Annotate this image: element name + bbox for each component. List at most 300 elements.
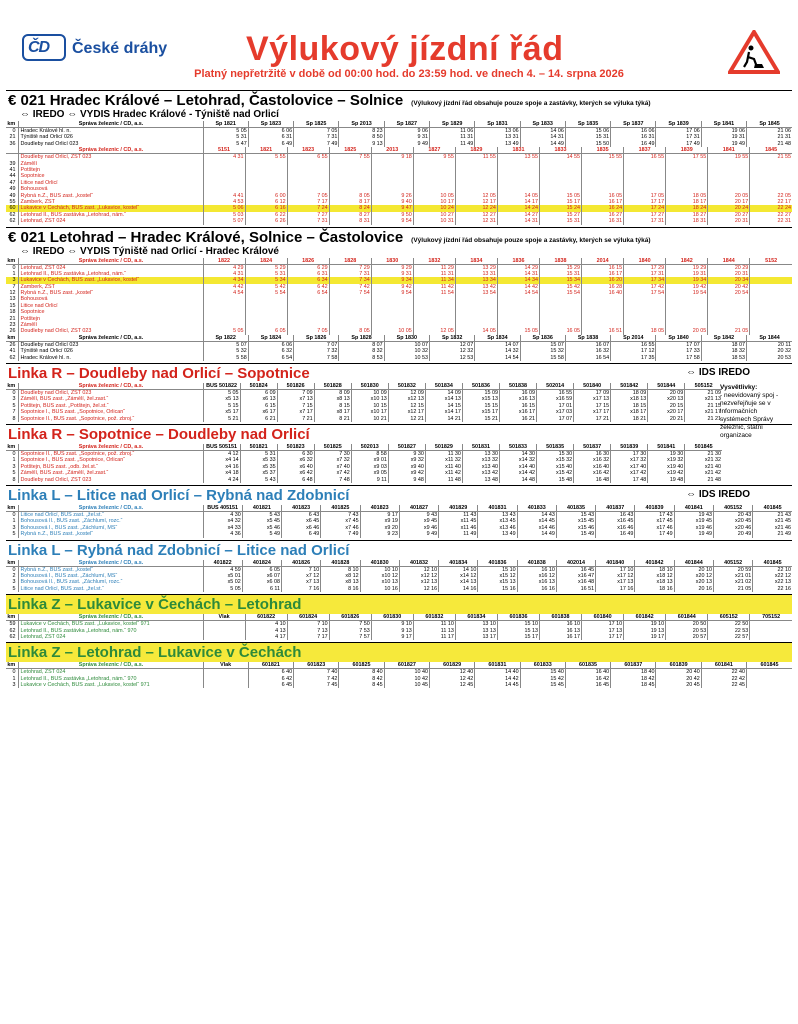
section-title: Linka R – Doudleby nad Orlicí – Sopotnice: [8, 365, 310, 382]
station-name: Sopotnice I., BUS zast. „Sopotnice, Orlican“: [18, 457, 203, 463]
time-cell: x16 17: [500, 409, 537, 415]
time-cell: 14 32: [475, 348, 520, 354]
time-cell: x16 42: [574, 470, 611, 476]
time-cell: 7 40: [294, 669, 339, 676]
time-cell: 20 24: [708, 205, 750, 211]
time-cell: 15 55: [582, 154, 624, 161]
time-cell: x21 42: [685, 470, 722, 476]
time-cell: x10 12: [360, 573, 399, 579]
train-number: Sp 1827: [384, 121, 429, 128]
train-number: 501828: [314, 383, 351, 390]
time-cell: x7 46: [321, 525, 360, 531]
station-name: Hradec Králové hl. n.: [18, 128, 203, 135]
time-cell: 12 17: [455, 199, 497, 205]
time-cell: 20 17: [708, 199, 750, 205]
time-cell: 9 30: [388, 451, 425, 458]
km-cell: 62: [9, 211, 16, 218]
train-number: Sp 1845: [747, 121, 792, 128]
time-cell: 16 20: [582, 277, 624, 283]
time-cell: 12 31: [455, 218, 497, 224]
time-cell: 9 55: [413, 154, 455, 161]
time-cell: 7 24: [287, 205, 329, 211]
time-cell: 20 29: [708, 264, 750, 271]
train-number: 1836: [497, 258, 539, 265]
km-header: [6, 147, 18, 154]
table-header-row: [6, 258, 792, 265]
time-cell: x5 37: [240, 470, 277, 476]
time-cell: 17 24: [624, 205, 666, 211]
time-cell: 20 31: [708, 218, 750, 224]
time-cell: 7 54: [329, 290, 371, 296]
time-cell: 14 31: [520, 134, 565, 140]
time-cell: 11 30: [425, 451, 462, 458]
time-cell: 6 15: [240, 403, 277, 409]
table-header-row: [6, 560, 792, 567]
station-name: Bohousová: [18, 186, 203, 192]
time-cell: 7 17: [287, 199, 329, 205]
train-number: Sp 2014: [611, 335, 656, 342]
time-cell: 8 45: [339, 682, 384, 688]
km-cell: 41: [9, 166, 16, 173]
train-number: 401836: [478, 560, 517, 567]
table-row: [6, 586, 792, 592]
time-cell: 17 15: [574, 403, 611, 409]
operator-header: Správa železnic / ČD, a.s.: [18, 444, 203, 451]
train-number: 401833: [517, 505, 556, 512]
train-number: Sp 1838: [565, 335, 610, 342]
time-cell: 12 15: [388, 403, 425, 409]
time-cell: 5 05: [203, 390, 240, 397]
time-cell: x7 13: [277, 396, 314, 402]
time-cell: x9 05: [351, 470, 388, 476]
timetable-s2-replacement: [6, 258, 792, 335]
time-cell: 17 10: [582, 621, 624, 628]
train-number: 401824: [242, 560, 281, 567]
time-cell: 16 17: [540, 634, 582, 640]
section-linka-l-1: [6, 485, 792, 538]
train-number: 401827: [399, 505, 438, 512]
time-cell: 14 24: [497, 205, 539, 211]
section-021-hk-letohrad: [6, 90, 792, 225]
station-name: Zámělí: [18, 322, 203, 328]
train-number: 401830: [360, 560, 399, 567]
train-number: 601831: [475, 662, 520, 669]
km-cell: 0: [6, 512, 18, 519]
time-cell: 13 49: [478, 531, 517, 537]
station-name: Potštejn: [18, 167, 203, 173]
time-cell: x15 13: [462, 396, 499, 402]
time-cell: 16 05: [582, 193, 624, 199]
time-cell: 9 26: [371, 193, 413, 199]
time-cell: 9 54: [371, 218, 413, 224]
station-name: Letohrad, ŽST 024: [18, 634, 203, 640]
train-number: 401837: [596, 505, 635, 512]
station-name: Potštejn, BUS zast. „Potštejn, žel.st.“: [18, 403, 203, 409]
km-cell: 1: [12, 518, 16, 525]
time-cell: 9 49: [384, 141, 429, 147]
time-cell: 14 09: [425, 390, 462, 397]
operator-header: Správa železnic / ČD, a.s.: [18, 662, 203, 669]
time-cell: x8 12: [321, 573, 360, 579]
km-cell: 18: [9, 309, 16, 316]
km-cell: 0: [6, 264, 18, 271]
table-row: [6, 682, 792, 688]
time-cell: 11 34: [413, 277, 455, 283]
time-cell: x6 46: [282, 525, 321, 531]
time-cell: x6 08: [242, 579, 281, 585]
time-cell: 22 17: [750, 199, 792, 205]
train-number: 502014: [537, 383, 574, 390]
time-cell: 20 31: [708, 271, 750, 277]
train-number: 601832: [413, 614, 455, 621]
time-cell: 21 48: [747, 141, 792, 147]
time-cell: 16 55: [624, 154, 666, 161]
time-cell: x20 46: [713, 525, 752, 531]
station-name: Lukavice v Čechách, BUS zast. „Lukavice, kostel“ 971: [18, 682, 203, 688]
time-cell: 14 54: [497, 290, 539, 296]
time-cell: x15 12: [478, 573, 517, 579]
time-cell: 21 05: [708, 328, 750, 334]
time-cell: x19 46: [674, 525, 713, 531]
station-name: Bohousová II., BUS zast. „Záchlumí, rozc.“: [18, 518, 203, 524]
time-cell: 20 10: [674, 566, 713, 573]
km-cell: 0: [6, 566, 18, 573]
time-cell: 6 06: [248, 342, 293, 349]
time-cell: 17 58: [656, 355, 701, 361]
km-cell: 3: [12, 682, 16, 689]
time-cell: 11 49: [429, 141, 474, 147]
time-cell: 12 27: [455, 212, 497, 218]
time-cell: 20 50: [666, 621, 708, 628]
timetable-s1-replacement: [6, 147, 792, 224]
time-cell: 12 42: [429, 676, 474, 682]
train-number: 501833: [500, 444, 537, 451]
train-number: 1835: [582, 147, 624, 154]
time-cell: x12 13: [399, 579, 438, 585]
time-cell: 20 53: [666, 628, 708, 634]
km-cell: 15: [9, 302, 16, 309]
time-cell: [747, 682, 792, 688]
time-cell: 5 06: [203, 205, 245, 211]
time-cell: 4 41: [203, 193, 245, 199]
time-cell: 14 49: [517, 531, 556, 537]
table-header-row: [6, 147, 792, 154]
km-header: km: [6, 121, 18, 128]
time-cell: x4 16: [203, 464, 240, 470]
time-cell: x9 46: [399, 525, 438, 531]
time-cell: x12 13: [388, 396, 425, 402]
km-header: km: [6, 662, 18, 669]
time-cell: 5 47: [203, 141, 248, 147]
time-cell: x14 40: [500, 464, 537, 470]
train-number: 601827: [384, 662, 429, 669]
time-cell: 9 54: [371, 290, 413, 296]
time-cell: 15 05: [540, 193, 582, 199]
time-cell: x17 03: [537, 409, 574, 415]
header: [6, 4, 792, 90]
time-cell: 22 05: [750, 193, 792, 199]
time-cell: 5 42: [245, 284, 287, 290]
time-cell: 14 30: [500, 451, 537, 458]
time-cell: 6 49: [248, 141, 293, 147]
time-cell: x6 17: [240, 409, 277, 415]
time-cell: 12 40: [429, 669, 474, 676]
time-cell: 4 29: [203, 264, 245, 271]
time-cell: x20 13: [648, 396, 685, 402]
km-cell: 41: [9, 348, 16, 355]
time-cell: [750, 264, 792, 271]
time-cell: 13 31: [475, 134, 520, 140]
time-cell: 13 31: [455, 271, 497, 277]
time-cell: 7 42: [294, 676, 339, 682]
time-cell: 9 29: [371, 264, 413, 271]
time-cell: x13 42: [462, 470, 499, 476]
time-cell: 21 31: [747, 134, 792, 140]
time-cell: x16 13: [500, 396, 537, 402]
time-cell: 16 05: [540, 328, 582, 334]
time-cell: x16 59: [537, 396, 574, 402]
train-number: Sp 1837: [611, 121, 656, 128]
train-number: Vlak: [203, 662, 248, 669]
time-cell: 5 49: [242, 531, 281, 537]
time-cell: 17 12: [611, 348, 656, 354]
time-cell: x5 45: [242, 518, 281, 524]
time-cell: 16 13: [540, 628, 582, 634]
km-cell: 47: [9, 179, 16, 186]
time-cell: 5 07: [203, 342, 248, 349]
time-cell: 15 24: [540, 205, 582, 211]
train-number: 505152: [685, 383, 722, 390]
time-cell: 18 09: [611, 390, 648, 397]
time-cell: 15 27: [540, 212, 582, 218]
time-cell: x21 17: [685, 409, 722, 415]
section-linka-z-2: [6, 642, 792, 688]
time-cell: x17 40: [611, 464, 648, 470]
time-cell: 16 48: [574, 477, 611, 483]
time-cell: 15 58: [520, 355, 565, 361]
train-number: 401823: [360, 505, 399, 512]
station-name: Zámělí: [18, 161, 203, 167]
time-cell: 19 29: [666, 264, 708, 271]
station-name: Hradec Králové hl. n.: [18, 355, 203, 361]
time-cell: 16 51: [556, 586, 595, 592]
train-number: Sp 1825: [294, 121, 339, 128]
time-cell: 4 31: [203, 154, 245, 161]
time-cell: x20 13: [674, 579, 713, 585]
time-cell: 16 21: [500, 416, 537, 422]
train-number: BUS 501822: [203, 383, 240, 390]
train-number: 1833: [540, 147, 582, 154]
km-cell: 0: [6, 128, 18, 135]
time-cell: x14 42: [500, 470, 537, 476]
train-number: Sp 1839: [656, 121, 701, 128]
train-number: 601829: [429, 662, 474, 669]
time-cell: 17 43: [635, 512, 674, 519]
time-cell: 22 16: [753, 586, 792, 592]
time-cell: 14 45: [475, 682, 520, 688]
time-cell: 18 17: [666, 199, 708, 205]
time-cell: 20 05: [708, 193, 750, 199]
train-number: 405152: [713, 505, 752, 512]
time-cell: 19 31: [701, 134, 746, 140]
time-cell: 5 21: [203, 416, 240, 422]
time-cell: x7 32: [314, 457, 351, 463]
time-cell: 15 31: [540, 271, 582, 277]
train-number: 1844: [708, 258, 750, 265]
time-cell: x16 47: [556, 573, 595, 579]
time-cell: 16 51: [582, 328, 624, 334]
operator-header: Správa železnic / ČD, a.s.: [18, 258, 203, 265]
table-header-row: [6, 662, 792, 669]
train-number: 1821: [245, 147, 287, 154]
time-cell: 7 13: [287, 628, 329, 634]
time-cell: 12 24: [455, 205, 497, 211]
time-cell: 9 31: [371, 271, 413, 277]
km-cell: 13: [9, 296, 16, 303]
time-cell: 10 15: [351, 403, 388, 409]
page-title: Výlukový jízdní řád: [246, 30, 564, 68]
time-cell: 17 27: [624, 212, 666, 218]
time-cell: 18 16: [635, 586, 674, 592]
time-cell: 15 32: [520, 348, 565, 354]
time-cell: 20 11: [747, 342, 792, 349]
time-cell: 20 53: [747, 355, 792, 361]
time-cell: x6 07: [242, 573, 281, 579]
station-name: Letohrad, ŽST 024: [18, 264, 203, 271]
time-cell: 6 40: [248, 669, 293, 676]
time-cell: x22 13: [753, 579, 792, 585]
time-cell: 17 31: [656, 134, 701, 140]
time-cell: 8 09: [314, 390, 351, 397]
time-cell: 6 16: [245, 205, 287, 211]
time-cell: 17 29: [624, 264, 666, 271]
time-cell: 19 42: [666, 284, 708, 290]
time-cell: 14 21: [425, 416, 462, 422]
time-cell: x7 40: [314, 464, 351, 470]
time-cell: 17 33: [656, 348, 701, 354]
time-cell: x12 12: [399, 573, 438, 579]
time-cell: 17 49: [656, 141, 701, 147]
time-cell: x17 17: [574, 409, 611, 415]
time-cell: 5 05: [203, 128, 248, 135]
time-cell: 6 29: [287, 264, 329, 271]
train-number: 601833: [520, 662, 565, 669]
time-cell: 17 31: [624, 271, 666, 277]
time-cell: 11 10: [413, 621, 455, 628]
time-cell: 6 06: [248, 128, 293, 135]
table-header-row: [6, 383, 722, 390]
time-cell: x18 13: [611, 396, 648, 402]
time-cell: 4 34: [203, 277, 245, 283]
train-number: Sp 1822: [203, 335, 248, 342]
train-number: 405152: [713, 560, 752, 567]
time-cell: 13 55: [497, 154, 539, 161]
time-cell: 13 34: [455, 277, 497, 283]
station-name: Sopotnice: [18, 309, 203, 315]
time-cell: 8 31: [329, 218, 371, 224]
train-number: 605152: [708, 614, 750, 621]
time-cell: 10 45: [384, 682, 429, 688]
time-cell: 13 17: [455, 634, 497, 640]
time-cell: x11 40: [425, 464, 462, 470]
time-cell: x4 32: [203, 518, 242, 524]
time-cell: x5 02: [203, 579, 242, 585]
time-cell: 20 57: [666, 634, 708, 640]
time-cell: 15 31: [565, 134, 610, 140]
train-number: 601839: [656, 662, 701, 669]
station-name: Lukavice v Čechách, BUS zast. „Lukavice, kostel“: [18, 277, 203, 283]
train-number: 601836: [497, 614, 539, 621]
time-cell: 6 43: [282, 512, 321, 519]
time-cell: 7 55: [329, 154, 371, 161]
train-number: 501832: [388, 383, 425, 390]
time-cell: 19 31: [666, 271, 708, 277]
time-cell: 10 32: [384, 348, 429, 354]
time-cell: 14 05: [455, 328, 497, 334]
time-cell: 17 09: [574, 390, 611, 397]
time-cell: 4 31: [203, 271, 245, 277]
time-cell: x21 13: [685, 396, 722, 402]
time-cell: 14 29: [497, 264, 539, 271]
time-cell: 10 09: [351, 390, 388, 397]
time-cell: 22 40: [701, 669, 746, 676]
station-name: Lukavice v Čechách, BUS zast. „Lukavice, kostel“: [18, 205, 203, 211]
time-cell: 18 31: [666, 218, 708, 224]
time-cell: 17 05: [624, 193, 666, 199]
time-cell: [750, 621, 792, 628]
time-cell: 6 00: [245, 193, 287, 199]
km-cell: 60: [6, 205, 18, 211]
train-number: Sp 2013: [339, 121, 384, 128]
time-cell: 14 40: [475, 669, 520, 676]
time-cell: 5 07: [203, 218, 245, 224]
time-cell: 9 13: [339, 141, 384, 147]
time-cell: 12 53: [429, 355, 474, 361]
time-cell: 9 17: [371, 634, 413, 640]
station-name: Sopotnice: [18, 173, 203, 179]
time-cell: 18 53: [701, 355, 746, 361]
time-cell: 6 30: [277, 451, 314, 458]
km-cell: 3: [12, 524, 16, 531]
timetable-linka-l-2: [6, 560, 792, 593]
time-cell: 16 31: [611, 134, 656, 140]
time-cell: 5 15: [203, 403, 240, 409]
time-cell: 18 07: [701, 342, 746, 349]
time-cell: x13 40: [462, 464, 499, 470]
time-cell: 12 07: [429, 342, 474, 349]
time-cell: x5 13: [203, 396, 240, 402]
time-cell: 7 53: [329, 628, 371, 634]
time-cell: 19 34: [666, 277, 708, 283]
time-cell: 6 31: [248, 134, 293, 140]
time-cell: 7 17: [287, 634, 329, 640]
train-number: Sp 1841: [701, 121, 746, 128]
time-cell: 8 50: [339, 134, 384, 140]
train-number: 1840: [624, 258, 666, 265]
time-cell: x21 45: [753, 518, 792, 524]
train-number: 601824: [287, 614, 329, 621]
time-cell: 6 34: [287, 277, 329, 283]
train-number: 401840: [596, 560, 635, 567]
train-number: 501834: [425, 383, 462, 390]
time-cell: 9 23: [360, 531, 399, 537]
time-cell: x6 32: [277, 457, 314, 463]
section-title: € 021 Letohrad – Hradec Králové, Solnice – Častolovice: [8, 228, 404, 246]
train-number: 601830: [371, 614, 413, 621]
time-cell: x5 01: [203, 573, 242, 579]
km-cell: 62: [9, 627, 16, 634]
time-cell: 12 21: [388, 416, 425, 422]
